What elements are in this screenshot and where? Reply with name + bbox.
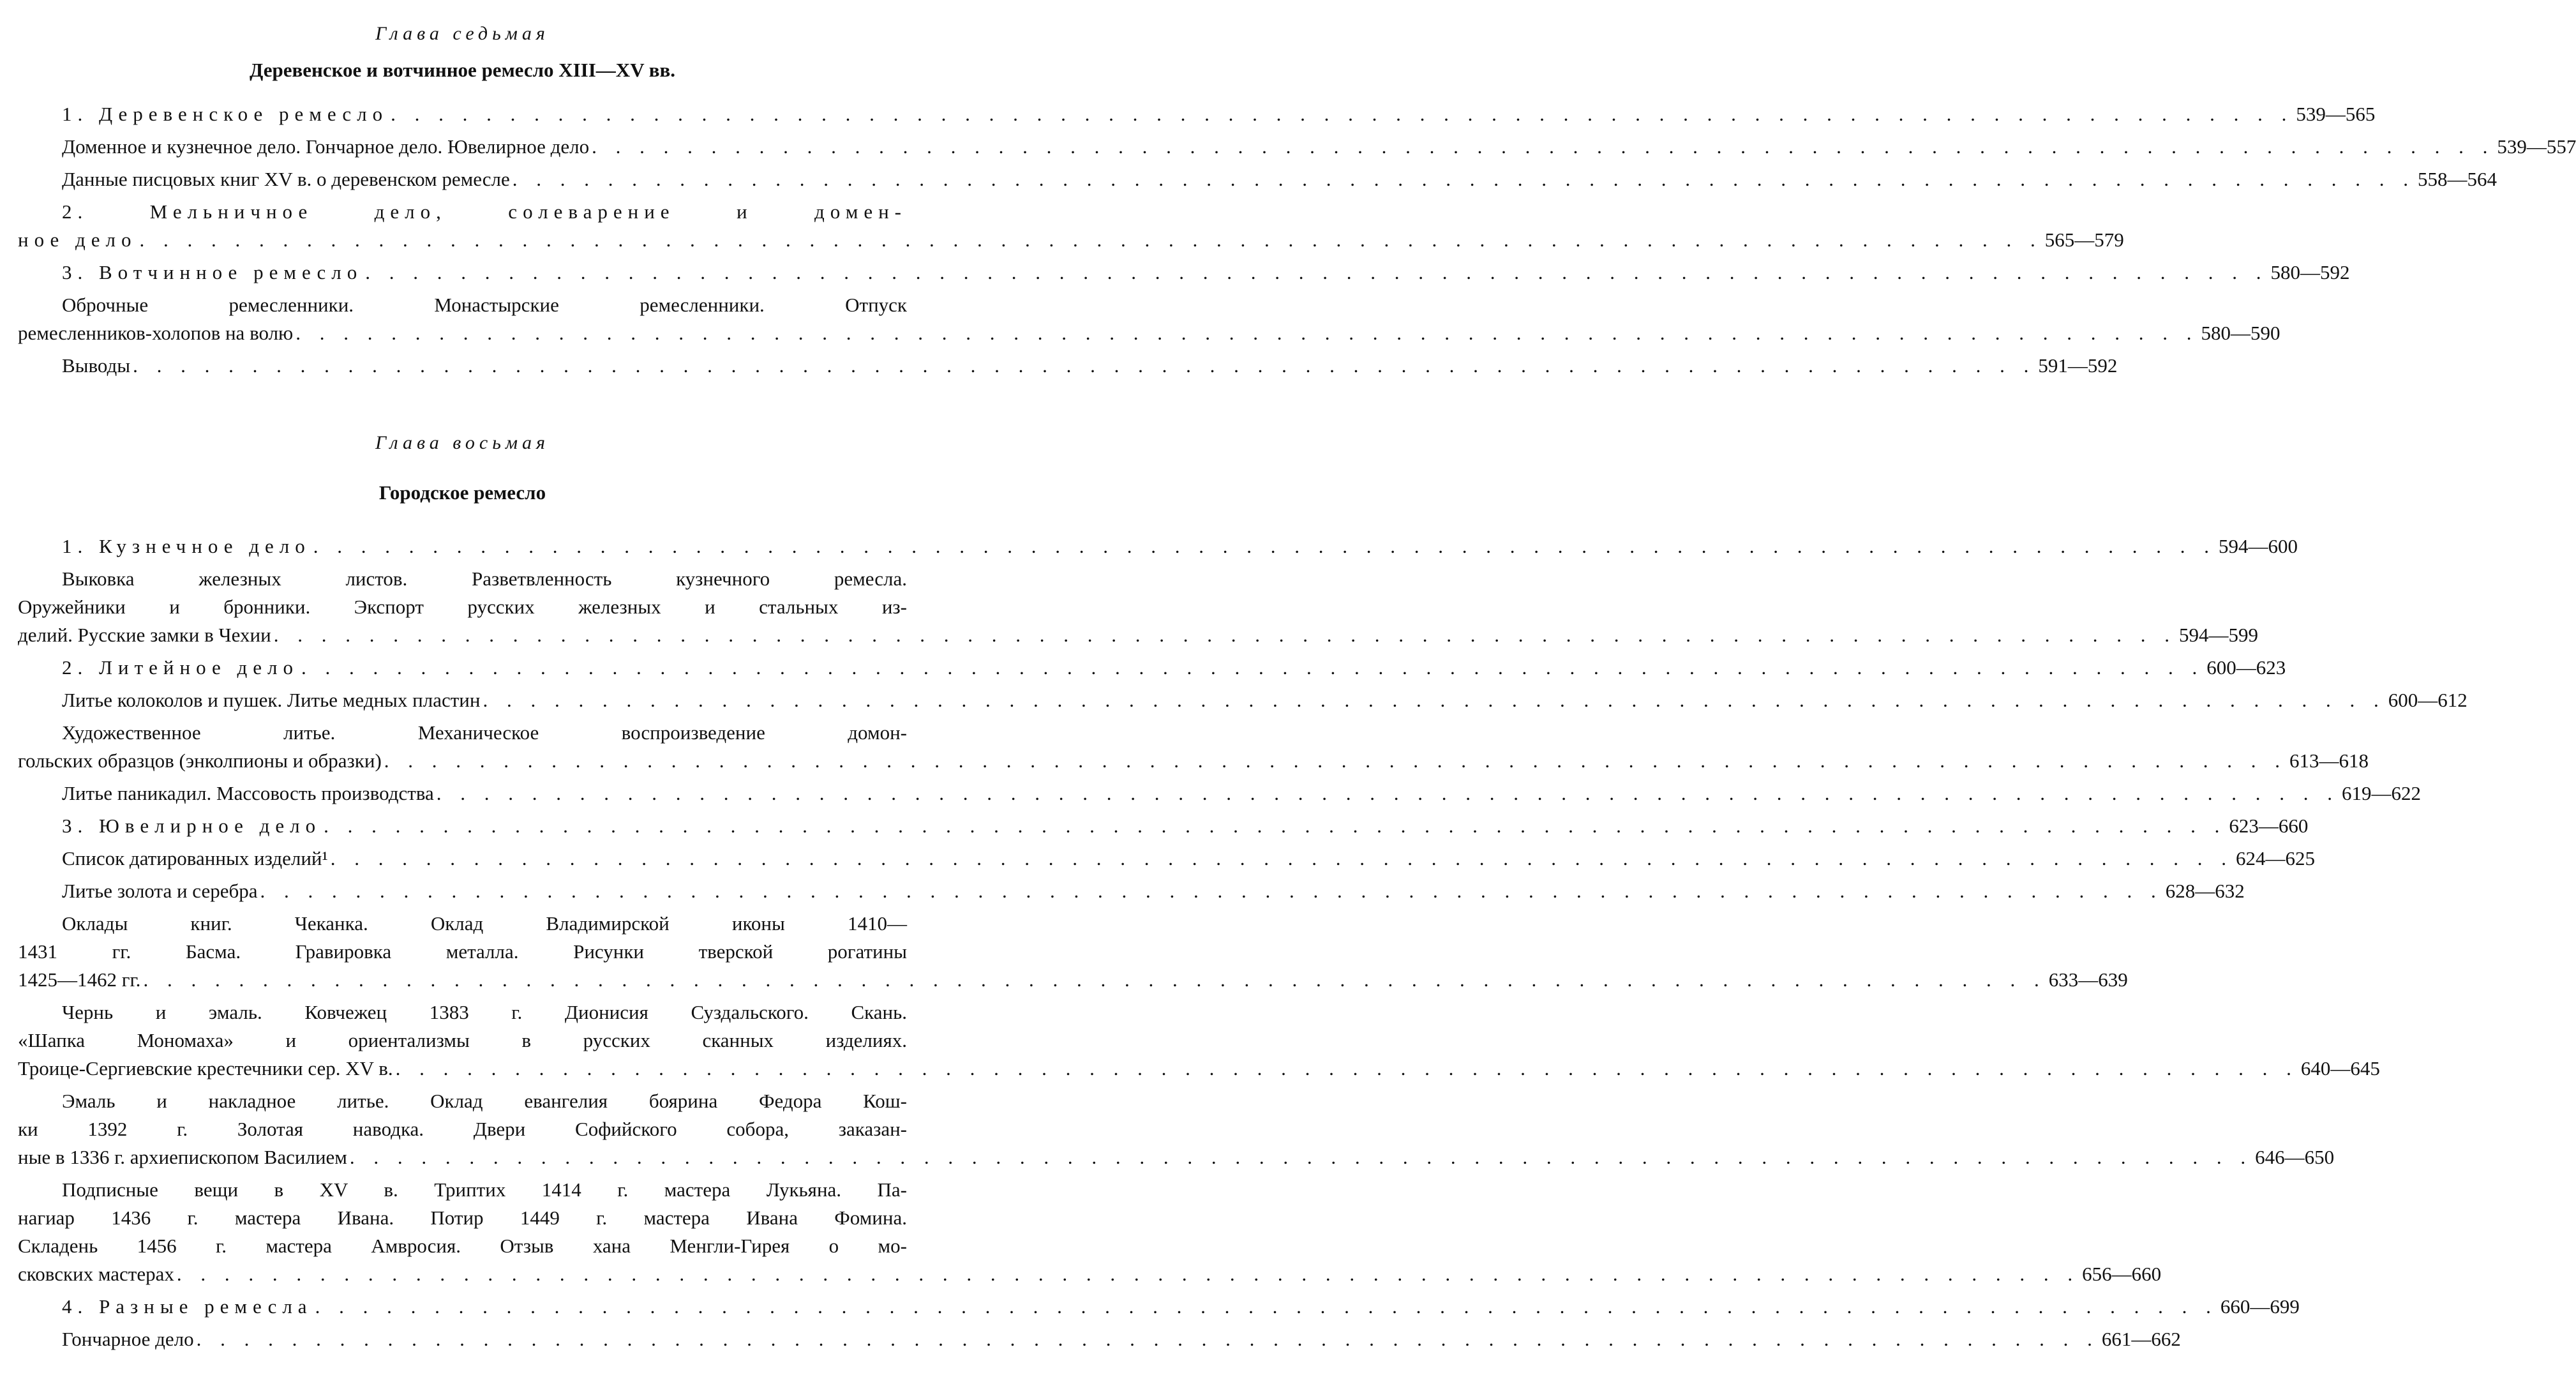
page-range: 591—592 [2038,354,2118,377]
chapter-title: Деревенское и вотчинное ремесло XIII—XV вв. [249,59,675,81]
table-of-contents-page [18,0,2576,1353]
page-range: 600—612 [2388,689,2467,711]
toc-entry [18,1176,2162,1288]
page-range: 580—592 [2270,261,2350,283]
dot-leader: . . . . . . . . . . . . . . . . . . . . . . . . . . . . . . . . . . . . . . . . . . . . . . . . . . . . . . . . . . . . . . . . . . . . . . . . . . . . . . . . [384,749,2288,772]
toc-line-text: Гончарное дело [62,1328,194,1350]
toc-line [18,779,2422,808]
toc-line-text: ки 1392 г. Золотая наводка. Двери Софийского собора, заказан- [18,1118,907,1140]
toc-line-text: Художественное литье. Механическое воспроизведение домон- [62,721,907,744]
toc-line-text: 3. Ювелирное дело [62,815,322,837]
toc-line-text: Подписные вещи в XV в. Триптих 1414 г. мастера Лукьяна. Па- [62,1178,907,1201]
toc-line [18,1325,2181,1353]
toc-entry [18,198,2124,254]
toc-line-text: Доменное и кузнечное дело. Гончарное дело. Ювелирное дело [62,135,590,158]
dot-leader: . . . . . . . . . . . . . . . . . . . . . . . . . . . . . . . . . . . . . . . . . . . . . . . . . . . . . . . . . . . . . . . . . . . . . . . . . . . . . . . . [260,880,2163,902]
toc-entry [18,910,2128,994]
toc-line [18,259,2350,287]
toc-line [18,877,2245,905]
toc-line-text: Складень 1456 г. мастера Амвросия. Отзыв хана Менгли-Гирея о мо- [18,1235,907,1257]
toc-line-text: Троице-Сергиевские крестечники сер. XV в. [18,1057,393,1079]
toc-line [18,165,2497,193]
page-range: 539—557 [2497,135,2576,158]
toc-line [18,747,2369,775]
toc-line-text: Данные писцовых книг XV в. о деревенском ремесле [62,168,510,190]
toc-line-text: «Шапка Мономаха» и ориентализмы в русских сканных изделиях. [18,1029,907,1051]
toc-line [18,198,907,226]
toc-line [18,686,2467,714]
page-range: 619—622 [2342,782,2422,804]
dot-leader: . . . . . . . . . . . . . . . . . . . . . . . . . . . . . . . . . . . . . . . . . . . . . . . . . . . . . . . . . . . . . . . . . . . . . . . . . . . . . . . . [592,135,2495,158]
toc-line-text: Выводы [62,354,131,377]
toc-entry [18,719,2369,775]
chapter-section [18,0,2576,380]
page-range: 633—639 [2048,968,2128,991]
toc-line-text: гольских образцов (энколпионы и образки) [18,749,382,772]
dot-leader: . . . . . . . . . . . . . . . . . . . . . . . . . . . . . . . . . . . . . . . . . . . . . . . . . . . . . . . . . . . . . . . . . . . . . . . . . . . . . . . . [483,689,2386,711]
toc-line [18,1204,907,1232]
page-range: 580—590 [2201,322,2280,344]
page-range: 624—625 [2236,847,2316,869]
toc-line-text: Чернь и эмаль. Ковчежец 1383 г. Дионисия Суздальского. Скань. [62,1001,907,1023]
dot-leader: . . . . . . . . . . . . . . . . . . . . . . . . . . . . . . . . . . . . . . . . . . . . . . . . . . . . . . . . . . . . . . . . . . . . . . . . . . . . . . . . [196,1328,2099,1350]
dot-leader: . . . . . . . . . . . . . . . . . . . . . . . . . . . . . . . . . . . . . . . . . . . . . . . . . . . . . . . . . . . . . . . . . . . . . . . . . . . . . . . . [395,1057,2298,1079]
dot-leader: . . . . . . . . . . . . . . . . . . . . . . . . . . . . . . . . . . . . . . . . . . . . . . . . . . . . . . . . . . . . . . . . . . . . . . . . . . . . . . . . [133,354,2036,377]
dot-leader: . . . . . . . . . . . . . . . . . . . . . . . . . . . . . . . . . . . . . . . . . . . . . . . . . . . . . . . . . . . . . . . . . . . . . . . . . . . . . . . . [143,968,2046,991]
toc-line [18,319,2280,347]
toc-line [18,938,907,966]
toc-line [18,1293,2300,1321]
toc-entry [18,259,2350,287]
page-range: 628—632 [2165,880,2245,902]
toc-entry [18,998,2380,1083]
toc-line [18,621,2258,649]
toc-line-text: 2. Литейное дело [62,656,299,679]
page-range: 656—660 [2082,1263,2162,1285]
page-range: 660—699 [2220,1295,2300,1318]
toc-line-text: Оклады книг. Чеканка. Оклад Владимирской иконы 1410— [62,912,907,935]
toc-line [18,719,907,747]
chapter-label: Глава седьмая [375,23,550,44]
toc-entry [18,686,2467,714]
toc-line-text: Литье золота и серебра [62,880,258,902]
toc-line [18,532,2298,560]
page-range: 640—645 [2300,1057,2380,1079]
chapter-section [18,432,2467,1353]
toc-entry [18,1293,2300,1321]
toc-entry [18,654,2286,682]
dot-leader: . . . . . . . . . . . . . . . . . . . . . . . . . . . . . . . . . . . . . . . . . . . . . . . . . . . . . . . . . . . . . . . . . . . . . . . . . . . . . . . . [512,168,2415,190]
toc-line [18,133,2576,161]
toc-entry [18,779,2422,808]
toc-line [18,812,2309,840]
toc-line-text: 1425—1462 гг. [18,968,141,991]
toc-line-text: делий. Русские замки в Чехии [18,624,271,646]
toc-line-text: ное дело [18,229,137,251]
toc-line [18,593,907,621]
toc-line-text: сковских мастерах [18,1263,174,1285]
toc-line [18,654,2286,682]
dot-leader: . . . . . . . . . . . . . . . . . . . . . . . . . . . . . . . . . . . . . . . . . . . . . . . . . . . . . . . . . . . . . . . . . . . . . . . . . . . . . . . . [349,1146,2253,1168]
toc-line [18,998,907,1027]
toc-entry [18,532,2298,560]
toc-line [18,226,2124,254]
dot-leader: . . . . . . . . . . . . . . . . . . . . . . . . . . . . . . . . . . . . . . . . . . . . . . . . . . . . . . . . . . . . . . . . . . . . . . . . . . . . . . . . [313,535,2216,557]
toc-entry [18,845,2316,873]
toc-line [18,845,2316,873]
page-range: 594—599 [2178,624,2258,646]
toc-line [18,352,2118,380]
toc-line-text: ремесленников-холопов на волю [18,322,294,344]
toc-line [18,1143,2335,1171]
page-range: 646—650 [2255,1146,2335,1168]
page-range: 623—660 [2229,815,2309,837]
toc-line-text: Эмаль и накладное литье. Оклад евангелия боярина Федора Кош- [62,1090,907,1112]
toc-line-text: 1. Деревенское ремесло [62,103,389,125]
toc-entry [18,165,2497,193]
toc-entry [18,877,2245,905]
toc-line-text: 1431 гг. Басма. Гравировка металла. Рисунки тверской рогатины [18,940,907,963]
toc-entry [18,291,2280,347]
toc-line [18,1087,907,1115]
toc-line [18,1115,907,1143]
toc-entry [18,1325,2181,1353]
toc-line-text: Литье паникадил. Массовость производства [62,782,434,804]
page-range: 558—564 [2418,168,2497,190]
toc-line-text: 2. Мельничное дело, солеварение и домен- [62,200,907,223]
dot-leader: . . . . . . . . . . . . . . . . . . . . . . . . . . . . . . . . . . . . . . . . . . . . . . . . . . . . . . . . . . . . . . . . . . . . . . . . . . . . . . . . [330,847,2234,869]
toc-line [18,1176,907,1204]
dot-leader: . . . . . . . . . . . . . . . . . . . . . . . . . . . . . . . . . . . . . . . . . . . . . . . . . . . . . . . . . . . . . . . . . . . . . . . . . . . . . . . . [139,229,2042,251]
toc-line-text: ные в 1336 г. архиепископом Василием [18,1146,347,1168]
toc-entry [18,100,2376,128]
toc-entry [18,133,2576,161]
toc-entry [18,1087,2335,1171]
toc-line-text: Список датированных изделий¹ [62,847,328,869]
toc-line-text: 4. Разные ремесла [62,1295,313,1318]
page-range: 661—662 [2101,1328,2181,1350]
toc-line [18,1027,907,1055]
toc-line [18,100,2376,128]
chapter-label: Глава восьмая [375,432,550,453]
dot-leader: . . . . . . . . . . . . . . . . . . . . . . . . . . . . . . . . . . . . . . . . . . . . . . . . . . . . . . . . . . . . . . . . . . . . . . . . . . . . . . . . [436,782,2340,804]
toc-line [18,910,907,938]
page-range: 539—565 [2296,103,2376,125]
dot-leader: . . . . . . . . . . . . . . . . . . . . . . . . . . . . . . . . . . . . . . . . . . . . . . . . . . . . . . . . . . . . . . . . . . . . . . . . . . . . . . . . [391,103,2294,125]
dot-leader: . . . . . . . . . . . . . . . . . . . . . . . . . . . . . . . . . . . . . . . . . . . . . . . . . . . . . . . . . . . . . . . . . . . . . . . . . . . . . . . . [365,261,2268,283]
page-range: 613—618 [2289,749,2369,772]
toc-entry [18,565,2258,649]
toc-line [18,1055,2380,1083]
toc-line-text: Выковка железных листов. Разветвленность кузнечного ремесла. [62,568,907,590]
toc-line [18,1260,2162,1288]
page-range: 565—579 [2044,229,2124,251]
toc-line [18,565,907,593]
dot-leader: . . . . . . . . . . . . . . . . . . . . . . . . . . . . . . . . . . . . . . . . . . . . . . . . . . . . . . . . . . . . . . . . . . . . . . . . . . . . . . . . [301,656,2205,679]
toc-line-text: Оружейники и бронники. Экспорт русских железных и стальных из- [18,596,907,618]
toc-entry [18,812,2309,840]
page-range: 600—623 [2206,656,2286,679]
page-range: 594—600 [2219,535,2298,557]
toc-line-text: Оброчные ремесленники. Монастырские ремесленники. Отпуск [62,294,907,316]
chapter-title: Городское ремесло [378,481,546,504]
toc-entry [18,352,2118,380]
toc-line-text: Литье колоколов и пушек. Литье медных пластин [62,689,481,711]
toc-line-text: нагиар 1436 г. мастера Ивана. Потир 1449 г. мастера Ивана Фомина. [18,1207,907,1229]
dot-leader: . . . . . . . . . . . . . . . . . . . . . . . . . . . . . . . . . . . . . . . . . . . . . . . . . . . . . . . . . . . . . . . . . . . . . . . . . . . . . . . . [176,1263,2080,1285]
toc-line [18,291,907,319]
dot-leader: . . . . . . . . . . . . . . . . . . . . . . . . . . . . . . . . . . . . . . . . . . . . . . . . . . . . . . . . . . . . . . . . . . . . . . . . . . . . . . . . [273,624,2176,646]
toc-line [18,966,2128,994]
toc-line-text: 1. Кузнечное дело [62,535,311,557]
dot-leader: . . . . . . . . . . . . . . . . . . . . . . . . . . . . . . . . . . . . . . . . . . . . . . . . . . . . . . . . . . . . . . . . . . . . . . . . . . . . . . . . [296,322,2199,344]
toc-line-text: 3. Вотчинное ремесло [62,261,363,283]
dot-leader: . . . . . . . . . . . . . . . . . . . . . . . . . . . . . . . . . . . . . . . . . . . . . . . . . . . . . . . . . . . . . . . . . . . . . . . . . . . . . . . . [315,1295,2218,1318]
dot-leader: . . . . . . . . . . . . . . . . . . . . . . . . . . . . . . . . . . . . . . . . . . . . . . . . . . . . . . . . . . . . . . . . . . . . . . . . . . . . . . . . [324,815,2227,837]
toc-line [18,1232,907,1260]
